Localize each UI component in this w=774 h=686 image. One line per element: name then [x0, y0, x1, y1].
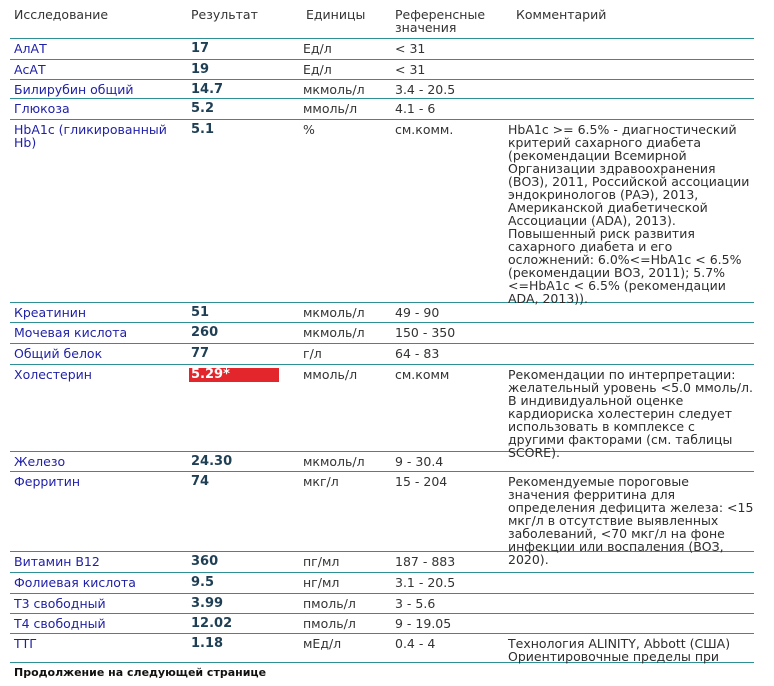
table-row [10, 39, 754, 60]
reference-range: 187 - 883 [395, 554, 456, 569]
test-name: Холестерин [14, 367, 92, 382]
table-row [10, 365, 754, 460]
reference-range: 3.4 - 20.5 [395, 82, 456, 97]
table-body [10, 39, 754, 663]
reference-range: см.комм [395, 367, 450, 382]
table-header [10, 6, 754, 39]
units: Ед/л [303, 62, 332, 77]
reference-range: 9 - 19.05 [395, 616, 452, 631]
units: г/л [303, 346, 322, 361]
result-value: 9.5 [191, 575, 215, 590]
result-value: 77 [191, 346, 210, 361]
test-name: Мочевая кислота [14, 325, 128, 340]
result-value: 51 [191, 305, 210, 320]
comment: Технология ALINITY, Abbott (США) Ориентировочные пределы при [508, 636, 731, 664]
table-row [10, 120, 754, 306]
table-row [10, 614, 754, 634]
units: мЕд/л [303, 636, 342, 651]
comment: HbA1c >= 6.5% - диагностический критерий сахарного диабета (рекомендации Всемирной Организации здравоохранения (ВОЗ), 2011, Российской ассоциации эндокринологов (РАЭ), 2013, Американской диабетической Ассоциации (ADA), 2013). Повышенный риск развития сахарного диабета и его осложнений: 6.0%<=HbA1c < 6.5% (рекомендации ВОЗ, 2011); 5.7%<=HbA1c < 6.5% (рекомендации ADA, 2013)). [508, 122, 750, 306]
test-name: Глюкоза [14, 101, 70, 116]
reference-range: 3 - 5.6 [395, 596, 436, 611]
result-value: 74 [191, 474, 210, 489]
test-name: Креатинин [14, 305, 87, 320]
continuation-note: Продолжение на следующей странице [14, 666, 267, 679]
reference-range: 64 - 83 [395, 346, 440, 361]
table-row [10, 303, 754, 323]
test-name: Витамин B12 [14, 554, 100, 569]
table-row [10, 60, 754, 80]
reference-range: см.комм. [395, 122, 454, 137]
result-value [191, 368, 281, 382]
reference-range: 3.1 - 20.5 [395, 575, 456, 590]
reference-range: 0.4 - 4 [395, 636, 436, 651]
test-name: Т4 свободный [14, 616, 106, 631]
result-value: 360 [191, 554, 219, 569]
test-name: ТТГ [14, 636, 37, 651]
header-comment: Комментарий [516, 7, 607, 22]
units: пмоль/л [303, 616, 356, 631]
table-row [10, 344, 754, 365]
test-name: Т3 свободный [14, 596, 106, 611]
units: мкмоль/л [303, 325, 365, 340]
table-row [10, 573, 754, 594]
test-name: Железо [14, 454, 66, 469]
result-value: 17 [191, 41, 210, 56]
test-name: Фолиевая кислота [14, 575, 136, 590]
result-value: 260 [191, 325, 219, 340]
reference-range: 15 - 204 [395, 474, 448, 489]
result-value: 14.7 [191, 82, 224, 97]
comment: Рекомендации по интерпретации: желательный уровень <5.0 ммоль/л. В индивидуальной оценке кардиориска холестерин следует использовать в комплексе с другими факторами (см. таблицы SCORE). [508, 367, 753, 460]
units: мкмоль/л [303, 454, 365, 469]
table-row [10, 323, 754, 344]
result-value: 12.02 [191, 616, 233, 631]
comment: Рекомендуемые пороговые значения ферритина для определения дефицита железа: <15 мкг/л в отсутствие выявленных заболеваний, <70 мкг/л на фоне инфекции или воспаления (ВОЗ, 2020). [508, 474, 754, 567]
units: пг/мл [303, 554, 340, 569]
table-row [10, 634, 754, 663]
units: мкг/л [303, 474, 339, 489]
result-value: 5.1 [191, 122, 215, 137]
result-value: 3.99 [191, 596, 224, 611]
units: ммоль/л [303, 101, 358, 116]
test-name: Общий белок [14, 346, 103, 361]
abnormal-flag: 5.29* [189, 368, 279, 382]
table-row [10, 452, 754, 472]
table-row [10, 594, 754, 614]
reference-range: 150 - 350 [395, 325, 456, 340]
result-value: 24.30 [191, 454, 233, 469]
results-table [10, 6, 754, 663]
reference-range: 4.1 - 6 [395, 101, 436, 116]
units: нг/мл [303, 575, 340, 590]
header-reference: Референсные значения [395, 7, 486, 35]
units: пмоль/л [303, 596, 356, 611]
test-name: АлАТ [14, 41, 47, 56]
units: мкмоль/л [303, 305, 365, 320]
result-value: 1.18 [191, 636, 224, 651]
table-row [10, 99, 754, 120]
table-row [10, 552, 754, 573]
test-name: Ферритин [14, 474, 81, 489]
test-name: HbA1c (гликированный Hb) [14, 122, 167, 150]
units: % [303, 122, 315, 137]
reference-range: < 31 [395, 62, 426, 77]
result-value: 5.2 [191, 101, 215, 116]
reference-range: 9 - 30.4 [395, 454, 444, 469]
units: Ед/л [303, 41, 332, 56]
header-name: Исследование [14, 7, 109, 22]
reference-range: < 31 [395, 41, 426, 56]
reference-range: 49 - 90 [395, 305, 440, 320]
result-value: 19 [191, 62, 210, 77]
header-units: Единицы [306, 7, 366, 22]
test-name: АсАТ [14, 62, 46, 77]
test-name: Билирубин общий [14, 82, 134, 97]
header-result: Результат [191, 7, 258, 22]
units: мкмоль/л [303, 82, 365, 97]
table-row [10, 80, 754, 99]
units: ммоль/л [303, 367, 358, 382]
